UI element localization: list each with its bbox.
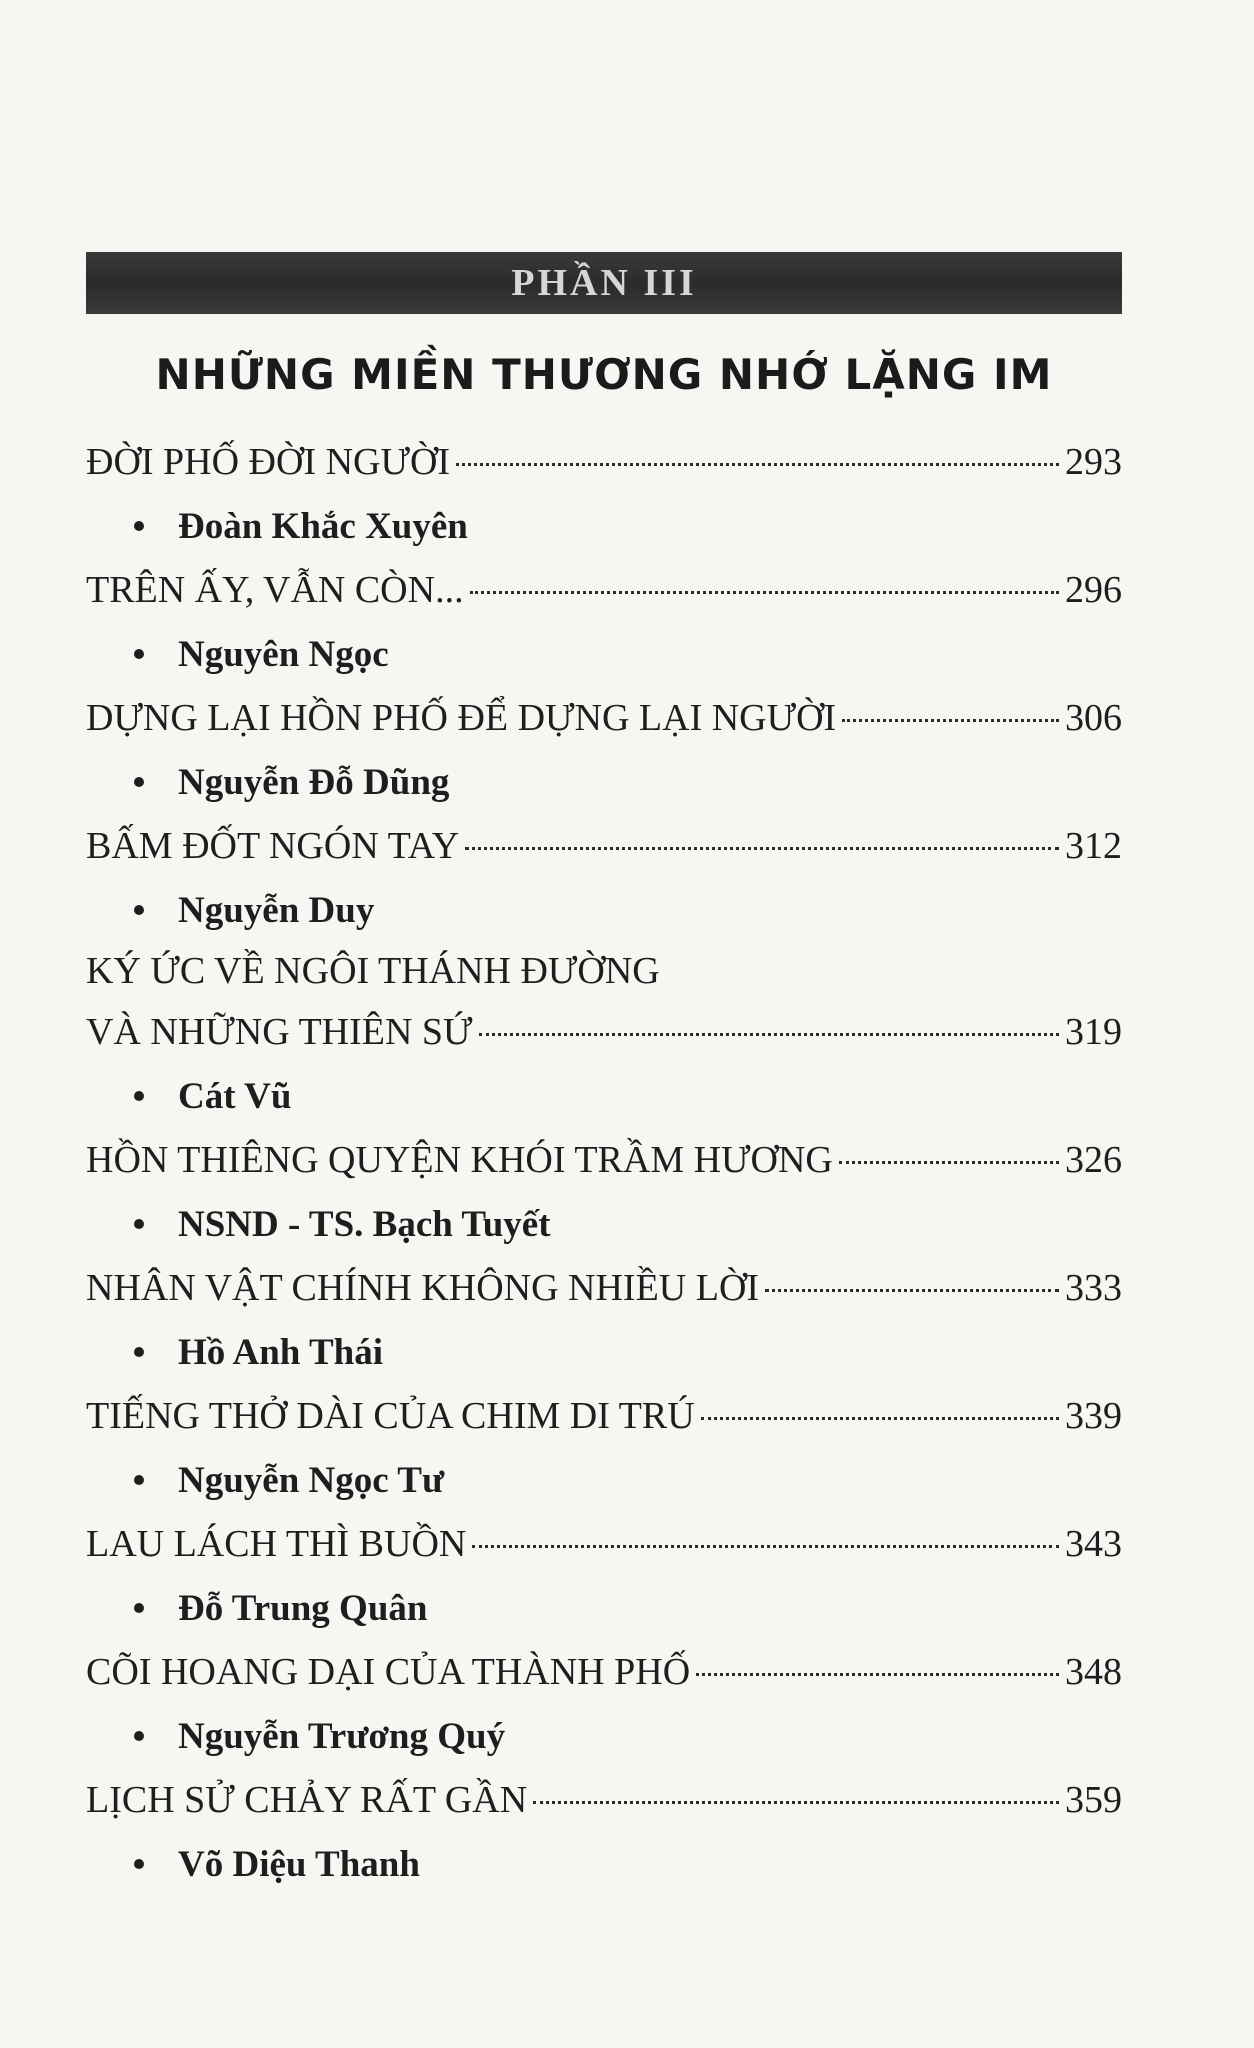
section-title: NHỮNG MIỀN THƯƠNG NHỚ LẶNG IM xyxy=(155,350,1053,399)
toc-entry xyxy=(86,1128,1122,1256)
toc-page-number: 343 xyxy=(1065,1523,1122,1565)
bullet-icon xyxy=(134,1091,144,1101)
toc-author-line xyxy=(86,750,1122,814)
bullet-icon xyxy=(134,1731,144,1741)
toc-entry xyxy=(86,1384,1122,1512)
dot-leader xyxy=(696,1673,1059,1676)
toc-author: Đỗ Trung Quân xyxy=(178,1587,428,1629)
toc-entry-title-line xyxy=(86,686,1122,750)
toc-entry xyxy=(86,686,1122,814)
toc-author: Nguyễn Ngọc Tư xyxy=(178,1459,445,1501)
toc-author-line xyxy=(86,1832,1122,1896)
toc-author: Nguyễn Đỗ Dũng xyxy=(178,761,450,803)
toc-page-number: 319 xyxy=(1065,1011,1122,1053)
bullet-icon xyxy=(134,1347,144,1357)
toc-entry-title: CÕI HOANG DẠI CỦA THÀNH PHỐ xyxy=(86,1651,691,1693)
toc-author: Nguyễn Trương Quý xyxy=(178,1715,506,1757)
toc-author: Nguyễn Duy xyxy=(178,889,375,931)
toc-entry xyxy=(86,558,1122,686)
dot-leader xyxy=(533,1801,1059,1804)
toc-page-number: 293 xyxy=(1065,441,1122,483)
toc-entry-title-line xyxy=(86,1768,1122,1832)
toc-author: NSND - TS. Bạch Tuyết xyxy=(178,1203,551,1245)
toc-page-number: 326 xyxy=(1065,1139,1122,1181)
toc-entry-title: BẤM ĐỐT NGÓN TAY xyxy=(86,825,460,867)
toc-entry xyxy=(86,1512,1122,1640)
toc-page-number: 296 xyxy=(1065,569,1122,611)
bullet-icon xyxy=(134,905,144,915)
toc-author: Cát Vũ xyxy=(178,1075,292,1117)
toc-entry-title-line xyxy=(86,1128,1122,1192)
dot-leader xyxy=(842,719,1059,722)
toc-entry-title: NHÂN VẬT CHÍNH KHÔNG NHIỀU LỜI xyxy=(86,1267,760,1309)
toc-entry-title: KÝ ỨC VỀ NGÔI THÁNH ĐƯỜNG xyxy=(86,950,660,992)
toc-entry-title-line xyxy=(86,1512,1122,1576)
toc-entry xyxy=(86,814,1122,942)
toc-entry xyxy=(86,1768,1122,1896)
toc-entry-title-line xyxy=(86,430,1122,494)
bullet-icon xyxy=(134,1219,144,1229)
toc-author: Nguyên Ngọc xyxy=(178,633,389,675)
toc-author-line xyxy=(86,1192,1122,1256)
toc-author: Võ Diệu Thanh xyxy=(178,1843,420,1885)
toc-entry-title-line xyxy=(86,1384,1122,1448)
part-banner xyxy=(86,252,1122,314)
toc-author: Đoàn Khắc Xuyên xyxy=(178,505,468,547)
toc-entry-title: LAU LÁCH THÌ BUỒN xyxy=(86,1523,467,1565)
toc-entry-title-line xyxy=(86,1256,1122,1320)
bullet-icon xyxy=(134,777,144,787)
toc-page-number: 333 xyxy=(1065,1267,1122,1309)
dot-leader xyxy=(472,1545,1059,1548)
toc-entry-title: TRÊN ẤY, VẪN CÒN... xyxy=(86,569,464,611)
toc-entry-title: VÀ NHỮNG THIÊN SỨ xyxy=(86,1011,473,1053)
dot-leader xyxy=(470,591,1059,594)
toc-entry xyxy=(86,942,1122,1128)
toc-page-number: 306 xyxy=(1065,697,1122,739)
bullet-icon xyxy=(134,649,144,659)
dot-leader xyxy=(839,1161,1059,1164)
dot-leader xyxy=(765,1289,1059,1292)
table-of-contents xyxy=(86,430,1122,1896)
toc-entry xyxy=(86,1640,1122,1768)
toc-author: Hồ Anh Thái xyxy=(178,1331,383,1373)
toc-entry-title-line xyxy=(86,558,1122,622)
bullet-icon xyxy=(134,1603,144,1613)
bullet-icon xyxy=(134,521,144,531)
toc-author-line xyxy=(86,1448,1122,1512)
bullet-icon xyxy=(134,1859,144,1869)
toc-author-line xyxy=(86,494,1122,558)
toc-entry-title: LỊCH SỬ CHẢY RẤT GẦN xyxy=(86,1779,528,1821)
toc-page-number: 312 xyxy=(1065,825,1122,867)
toc-entry-title: ĐỜI PHỐ ĐỜI NGƯỜI xyxy=(86,441,451,483)
toc-entry-title-line xyxy=(86,1640,1122,1704)
toc-page-number: 348 xyxy=(1065,1651,1122,1693)
toc-entry-title: TIẾNG THỞ DÀI CỦA CHIM DI TRÚ xyxy=(86,1395,695,1437)
toc-author-line xyxy=(86,1704,1122,1768)
toc-author-line xyxy=(86,1320,1122,1384)
dot-leader xyxy=(701,1417,1059,1420)
toc-entry-title: DỰNG LẠI HỒN PHỐ ĐỂ DỰNG LẠI NGƯỜI xyxy=(86,697,837,739)
toc-entry-title-line xyxy=(86,942,1122,1000)
toc-entry xyxy=(86,1256,1122,1384)
toc-author-line xyxy=(86,1064,1122,1128)
dot-leader xyxy=(456,463,1059,466)
toc-author-line xyxy=(86,622,1122,686)
toc-page-number: 359 xyxy=(1065,1779,1122,1821)
toc-author-line xyxy=(86,1576,1122,1640)
toc-author-line xyxy=(86,878,1122,942)
toc-entry-title: HỒN THIÊNG QUYỆN KHÓI TRẦM HƯƠNG xyxy=(86,1139,833,1181)
toc-entry xyxy=(86,430,1122,558)
dot-leader xyxy=(465,847,1059,850)
toc-entry-title-line xyxy=(86,814,1122,878)
dot-leader xyxy=(479,1033,1059,1036)
toc-page-number: 339 xyxy=(1065,1395,1122,1437)
toc-entry-title-line xyxy=(86,1000,1122,1064)
bullet-icon xyxy=(134,1475,144,1485)
part-label: PHẦN III xyxy=(511,262,697,304)
